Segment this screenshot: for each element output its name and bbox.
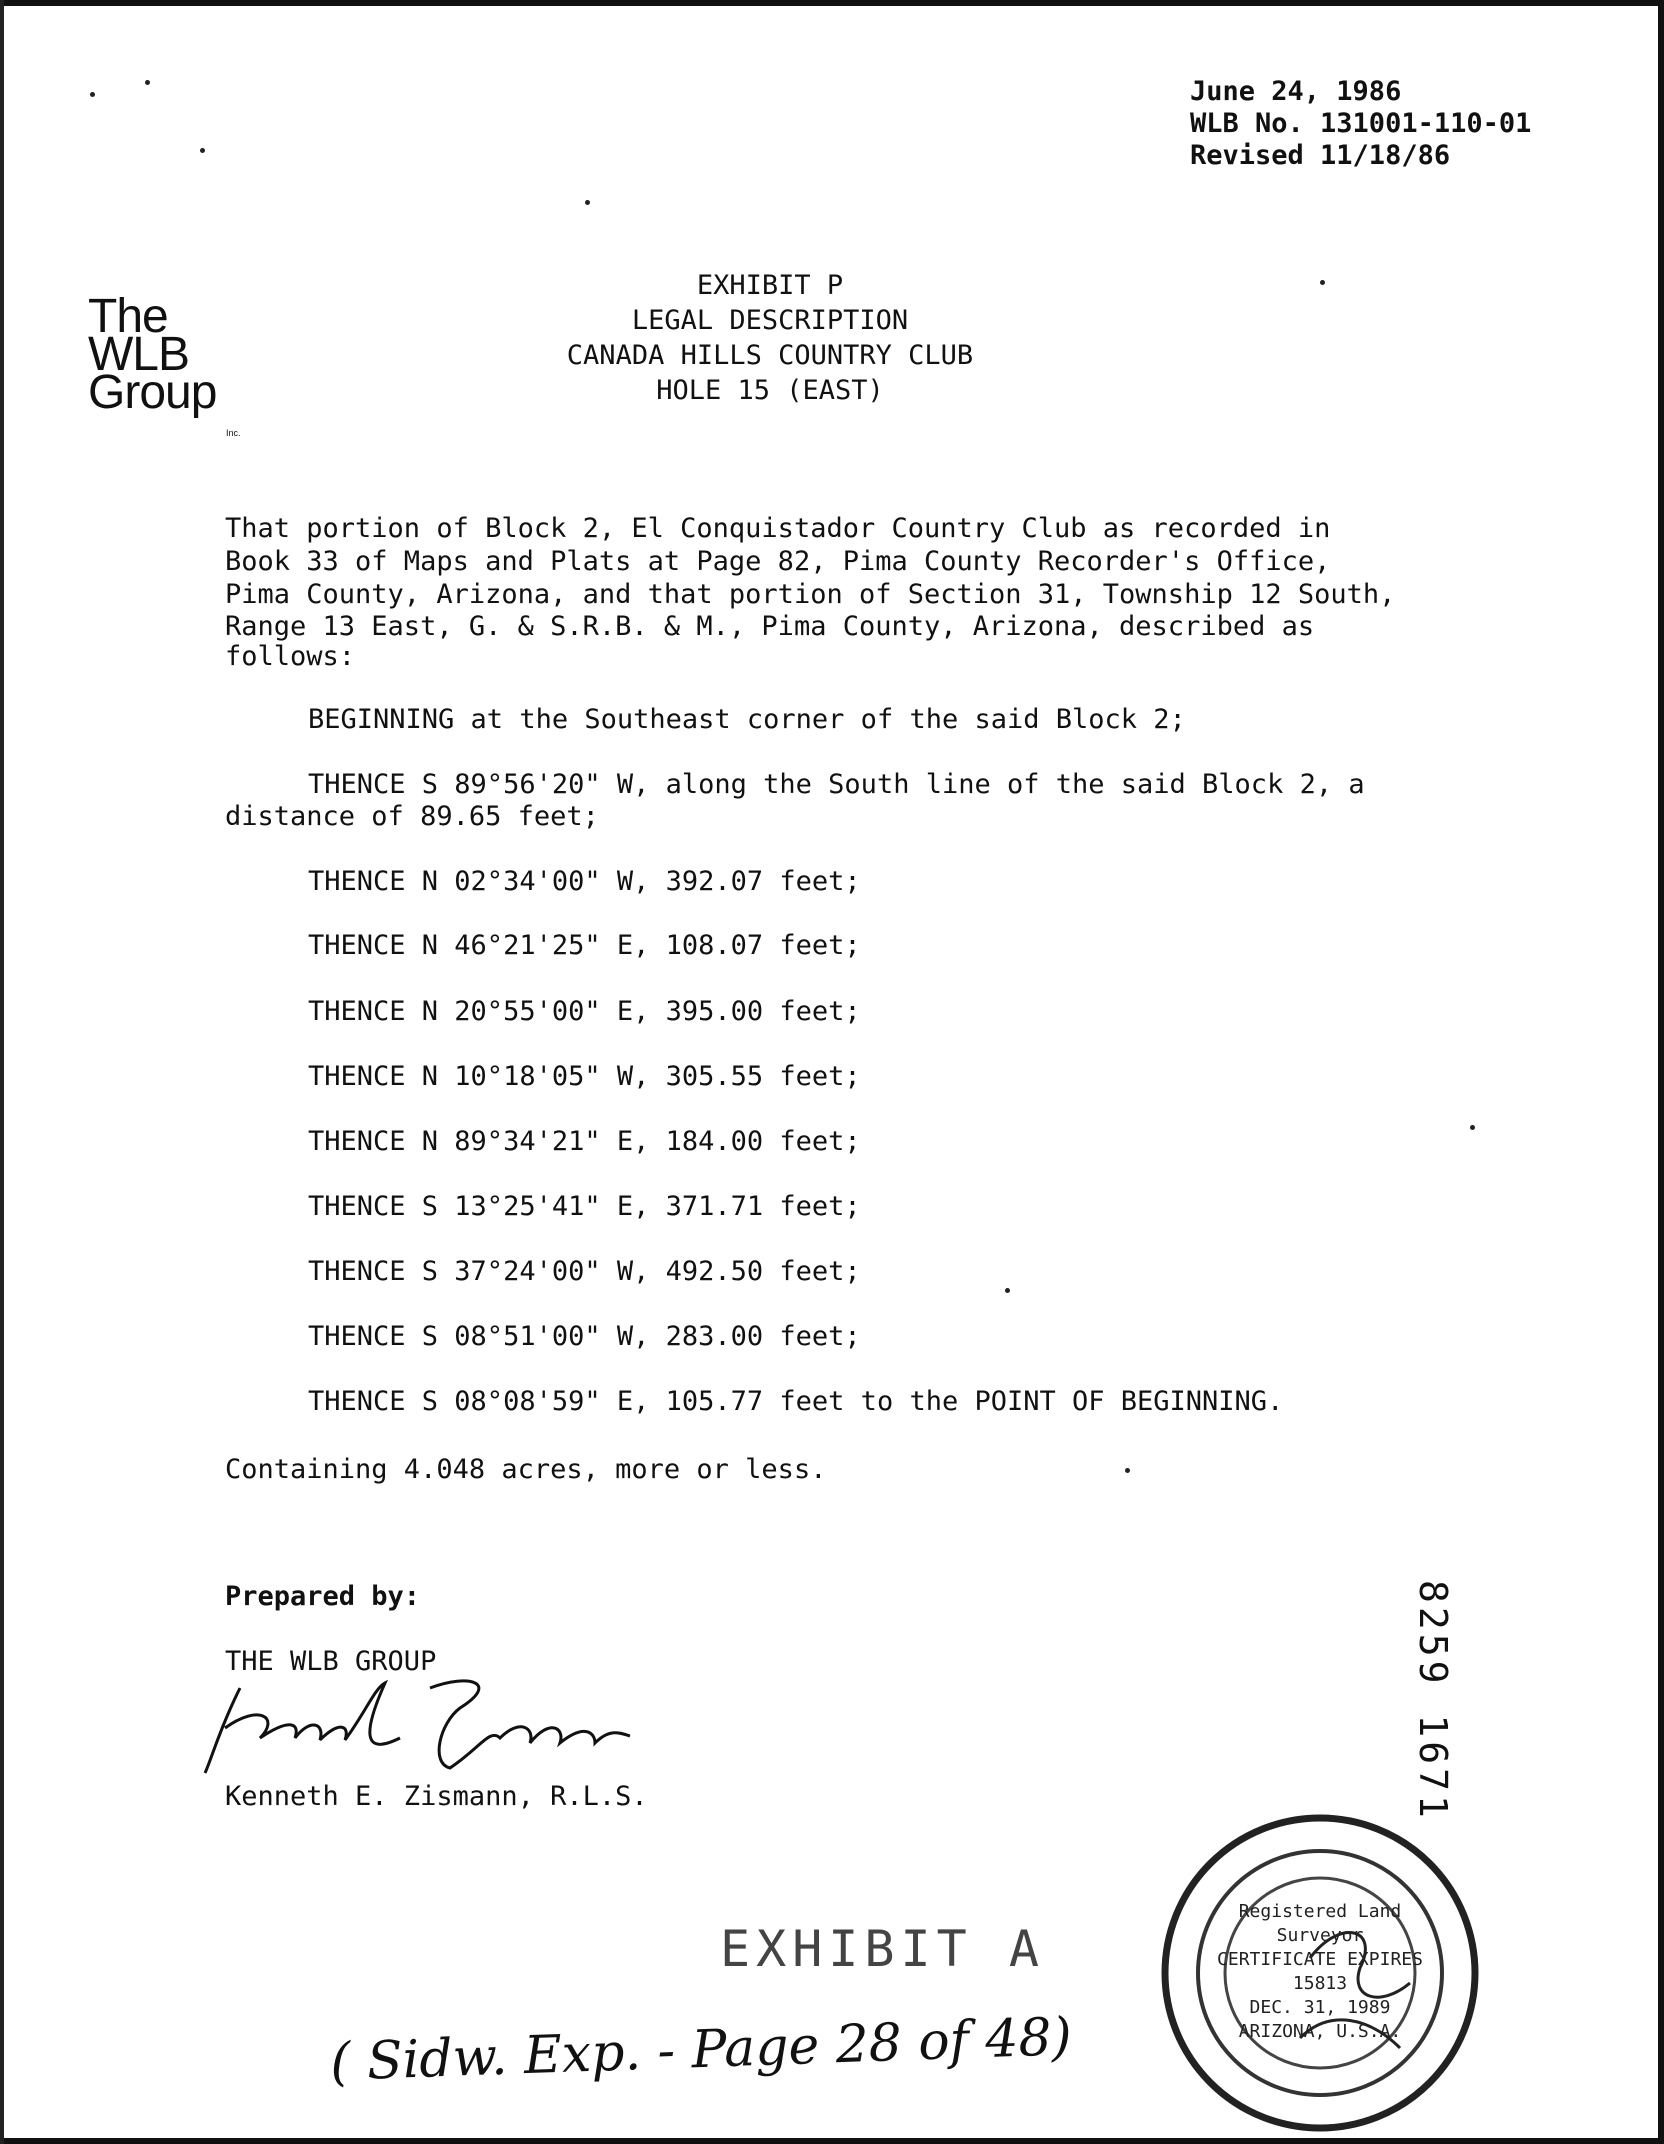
scan-speck	[585, 200, 590, 205]
intro-line: Pima County, Arizona, and that portion of Section 31, Township 12 South,	[225, 579, 1396, 610]
thence-first-line: THENCE S 89°56'20" W, along the South line of the said Block 2, a	[308, 769, 1365, 800]
scan-border-bottom	[0, 2138, 1664, 2144]
intro-line: Book 33 of Maps and Plats at Page 82, Pima County Recorder's Office,	[225, 546, 1331, 577]
thence-course: THENCE S 08°51'00" W, 283.00 feet;	[308, 1321, 861, 1352]
handwritten-note: ( Sidw. Exp. - Page 28 of 48)	[329, 2007, 1073, 2093]
title-hole: HOLE 15 (EAST)	[656, 375, 884, 406]
scan-border-top	[0, 0, 1664, 6]
prepared-by-label: Prepared by:	[225, 1581, 421, 1612]
thence-course: THENCE N 89°34'21" E, 184.00 feet;	[308, 1126, 861, 1157]
title-legal-description: LEGAL DESCRIPTION	[631, 305, 909, 336]
acreage-statement: Containing 4.048 acres, more or less.	[225, 1454, 827, 1485]
seal-inner: CERTIFICATE EXPIRES	[1217, 1949, 1423, 1970]
logo-line-1: The	[88, 290, 168, 343]
header-revised: Revised 11/18/86	[1190, 140, 1451, 171]
header-reference-block	[1190, 76, 1531, 172]
thence-course: THENCE S 37°24'00" W, 492.50 feet;	[308, 1256, 861, 1287]
title-club: CANADA HILLS COUNTRY CLUB	[566, 340, 974, 371]
beginning-clause: BEGINNING at the Southeast corner of the said Block 2;	[308, 704, 1186, 735]
scan-speck	[1005, 1288, 1010, 1293]
scan-speck	[1470, 1125, 1475, 1130]
recording-number: 8259 1671	[1411, 1580, 1455, 1822]
logo-line-3: Group	[88, 366, 217, 419]
wlb-group-logo	[88, 290, 241, 438]
seal-outer-top: Registered Land Surveyor	[1238, 1901, 1402, 1946]
scan-speck	[1320, 280, 1325, 285]
surveyor-name: Kenneth E. Zismann, R.L.S.	[225, 1781, 648, 1812]
scan-border-left	[0, 0, 4, 2144]
seal-bottom: ARIZONA, U.S.A.	[1238, 2021, 1402, 2042]
exhibit-stamp: EXHIBIT A	[720, 1920, 1045, 1978]
thence-first-continuation: distance of 89.65 feet;	[225, 801, 599, 832]
thence-course: THENCE N 20°55'00" E, 395.00 feet;	[308, 996, 861, 1027]
seal-text	[1210, 1900, 1430, 2044]
thence-course-final: THENCE S 08°08'59" E, 105.77 feet to the POINT OF BEGINNING.	[308, 1386, 1284, 1417]
scan-speck	[1125, 1468, 1130, 1473]
thence-course: THENCE N 46°21'25" E, 108.07 feet;	[308, 930, 861, 961]
thence-course: THENCE N 02°34'00" W, 392.07 feet;	[308, 866, 861, 897]
surveyor-signature	[200, 1668, 640, 1778]
scan-speck	[90, 92, 95, 97]
title-exhibit: EXHIBIT P	[696, 270, 844, 301]
header-wlb-number: WLB No. 131001-110-01	[1190, 108, 1532, 139]
intro-line: Range 13 East, G. & S.R.B. & M., Pima County, Arizona, described as	[225, 611, 1315, 642]
scan-speck	[200, 148, 205, 153]
thence-course: THENCE S 13°25'41" E, 371.71 feet;	[308, 1191, 861, 1222]
scan-border-right	[1658, 0, 1664, 2144]
preparer-company: THE WLB GROUP	[225, 1646, 437, 1677]
logo-line-2: WLB	[88, 328, 190, 381]
seal-expires: DEC. 31, 1989	[1249, 1997, 1391, 2018]
logo-inc: Inc.	[226, 428, 241, 438]
thence-course: THENCE N 10°18'05" W, 305.55 feet;	[308, 1061, 861, 1092]
intro-line: That portion of Block 2, El Conquistador Country Club as recorded in	[225, 513, 1331, 544]
intro-line: follows:	[225, 641, 356, 672]
document-title	[470, 268, 1070, 408]
scan-speck	[145, 80, 150, 85]
seal-number: 15813	[1292, 1973, 1348, 1994]
header-date: June 24, 1986	[1190, 76, 1402, 107]
